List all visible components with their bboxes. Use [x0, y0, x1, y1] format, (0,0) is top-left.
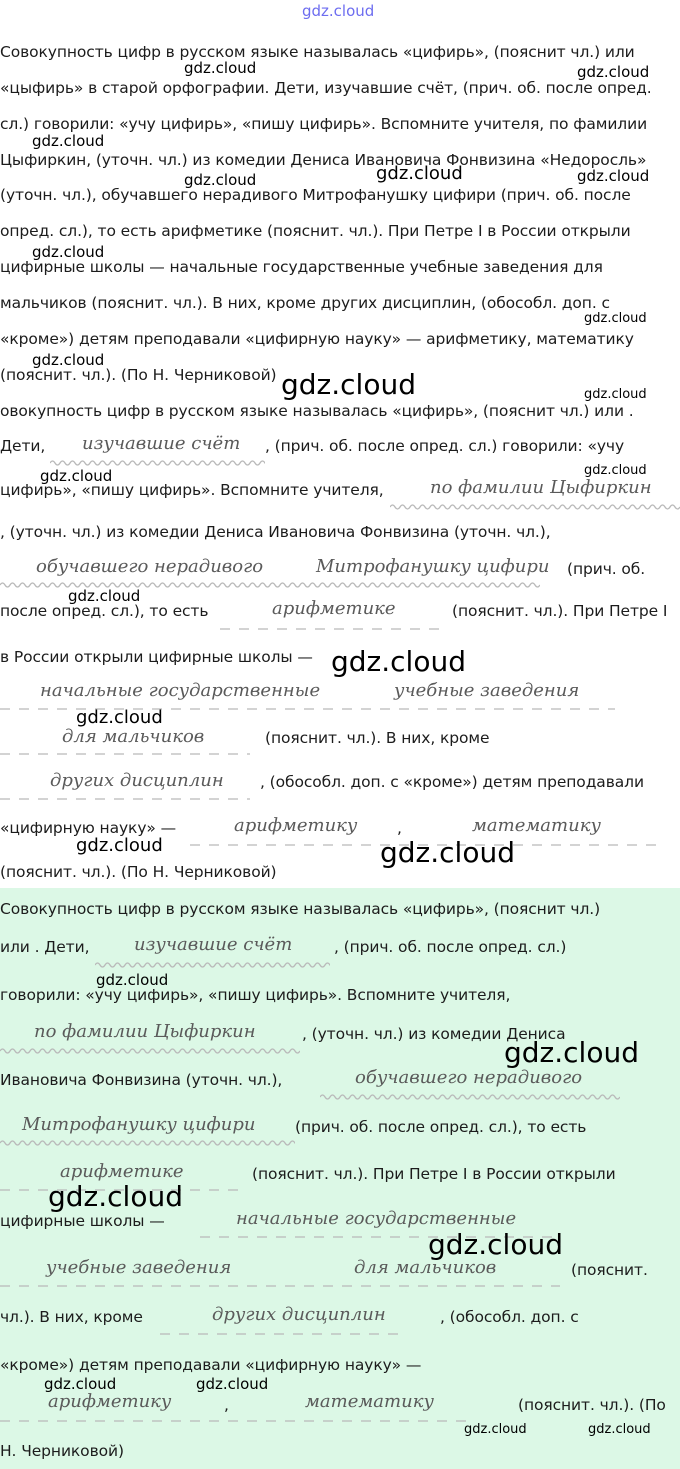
s1-line: (пояснит. чл.). (По Н. Черниковой) — [0, 366, 277, 384]
watermark: gdz.cloud — [40, 467, 113, 485]
s3-handwritten-answer: Митрофанушку цифири — [22, 1114, 256, 1135]
s3-text: (прич. об. после опред. сл.), то есть — [295, 1118, 587, 1136]
s2-text: (пояснит. чл.). В них, кроме — [265, 729, 490, 747]
s2-text: (пояснит. чл.). (По Н. Черниковой) — [0, 863, 277, 881]
watermark: gdz.cloud — [76, 835, 163, 856]
dashed-underline — [160, 1329, 400, 1339]
s2-text: , (уточн. чл.) из комедии Дениса Ивановича Фонвизина (уточн. чл.), — [0, 523, 551, 541]
watermark: gdz.cloud — [588, 1422, 651, 1437]
s3-handwritten-answer: математику — [305, 1391, 434, 1412]
s2-handwritten-answer: арифметику — [234, 815, 358, 836]
s2-text: (пояснит. чл.). При Петре I — [452, 602, 668, 620]
s3-text: (пояснит. — [571, 1261, 648, 1279]
s3-text: цифирные школы — — [0, 1212, 165, 1230]
s3-text: Совокупность цифр в русском языке называлась «цифирь», (пояснит чл.) — [0, 900, 601, 918]
s2-handwritten-answer: обучавшего нерадивого — [36, 556, 264, 577]
s2-text: (прич. об. — [567, 560, 646, 578]
watermark: gdz.cloud — [48, 1180, 183, 1213]
s3-handwritten-answer: арифметике — [60, 1161, 184, 1182]
dashed-underline — [0, 794, 250, 804]
s3-handwritten-answer: учебные заведения — [46, 1257, 232, 1278]
s3-text: , (обособл. доп. с — [440, 1308, 579, 1326]
watermark: gdz.cloud — [577, 63, 650, 81]
s2-text: , (обособл. доп. с «кроме») детям преподавали — [260, 773, 644, 791]
s1-line: Совокупность цифр в русском языке называлась «цифирь», (пояснит чл.) или — [0, 43, 635, 61]
s2-text: цифирь», «пишу цифирь». Вспомните учителя, — [0, 481, 384, 499]
s1-line: мальчиков (пояснит. чл.). В них, кроме других дисциплин, (обособл. доп. с — [0, 294, 610, 312]
watermark: gdz.cloud — [584, 387, 647, 402]
dashed-underline — [0, 1416, 475, 1426]
watermark: gdz.cloud — [428, 1228, 563, 1261]
s3-handwritten-answer: начальные государственные — [236, 1208, 517, 1229]
s2-handwritten-answer: арифметике — [272, 598, 396, 619]
s3-text: говорили: «учу цифирь», «пишу цифирь». Вспомните учителя, — [0, 986, 511, 1004]
s2-handwritten-answer: по фамилии Цыфиркин — [430, 477, 652, 498]
s1-line: сл.) говорили: «учу цифирь», «пишу цифирь». Вспомните учителя, по фамилии — [0, 115, 648, 133]
s3-text: , (прич. об. после опред. сл.) — [334, 938, 567, 956]
wavy-underline — [0, 1138, 295, 1148]
s1-line: цифирные школы — начальные государственные учебные заведения для — [0, 258, 603, 276]
s2-handwritten-answer: математику — [472, 815, 601, 836]
s2-text: в России открыли цифирные школы — — [0, 648, 313, 666]
s2-text: «цифирную науку» — — [0, 819, 177, 837]
s3-handwritten-answer: для мальчиков — [354, 1257, 497, 1278]
s3-handwritten-answer: изучавшие счёт — [134, 934, 293, 955]
watermark: gdz.cloud — [184, 59, 257, 77]
s2-text: , (прич. об. после опред. сл.) говорили: «учу — [265, 437, 625, 455]
s2-handwritten-answer: изучавшие счёт — [82, 433, 241, 454]
s2-text: после опред. сл.), то есть — [0, 602, 209, 620]
top-watermark: gdz.cloud — [302, 2, 375, 20]
watermark: gdz.cloud — [44, 1375, 117, 1393]
s1-line: «цыфирь» в старой орфографии. Дети, изучавшие счёт, (прич. об. после опред. — [0, 79, 652, 97]
watermark: gdz.cloud — [96, 971, 169, 989]
s2-text: овокупность цифр в русском языке называлась «цифирь», (пояснит чл.) или . — [0, 402, 634, 420]
watermark: gdz.cloud — [504, 1036, 639, 1069]
s1-line: опред. сл.), то есть арифметике (пояснит. чл.). При Петре I в России открыли — [0, 222, 631, 240]
s3-text: или . Дети, — [0, 938, 90, 956]
s2-text: Дети, — [0, 437, 46, 455]
s2-handwritten-answer: для мальчиков — [62, 726, 205, 747]
s2-handwritten-answer: начальные государственные — [40, 680, 321, 701]
s1-line: Цыфиркин, (уточн. чл.) из комедии Дениса Ивановича Фонвизина «Недоросль» — [0, 151, 647, 169]
dashed-underline — [0, 749, 250, 759]
watermark: gdz.cloud — [68, 587, 141, 605]
s1-line: (уточн. чл.), обучавшего нерадивого Митрофанушку цифири (прич. об. после — [0, 186, 631, 204]
watermark: gdz.cloud — [380, 836, 515, 869]
s2-handwritten-answer: учебные заведения — [394, 680, 580, 701]
dashed-underline — [220, 624, 445, 634]
wavy-underline — [390, 502, 680, 512]
s3-text: Н. Черниковой) — [0, 1442, 124, 1460]
watermark: gdz.cloud — [76, 707, 163, 728]
wavy-underline — [0, 1046, 300, 1056]
watermark: gdz.cloud — [464, 1422, 527, 1437]
watermark: gdz.cloud — [584, 463, 647, 478]
s3-handwritten-answer: арифметику — [48, 1391, 172, 1412]
watermark: gdz.cloud — [184, 171, 257, 189]
watermark: gdz.cloud — [32, 351, 105, 369]
dashed-underline — [0, 1281, 560, 1291]
watermark: gdz.cloud — [376, 163, 463, 184]
s3-text: (пояснит. чл.). При Петре I в России открыли — [252, 1165, 616, 1183]
s2-handwritten-answer: Митрофанушку цифири — [316, 556, 550, 577]
s3-handwritten-answer: по фамилии Цыфиркин — [34, 1021, 256, 1042]
wavy-underline — [95, 960, 330, 970]
s3-text: , — [224, 1396, 229, 1414]
s3-handwritten-answer: обучавшего нерадивого — [355, 1067, 583, 1088]
s2-text: , — [397, 819, 402, 837]
s3-text: Ивановича Фонвизина (уточн. чл.), — [0, 1071, 283, 1089]
watermark: gdz.cloud — [577, 167, 650, 185]
watermark: gdz.cloud — [331, 645, 466, 678]
s3-handwritten-answer: других дисциплин — [212, 1304, 386, 1325]
s2-handwritten-answer: других дисциплин — [50, 770, 224, 791]
wavy-underline — [320, 1092, 620, 1102]
watermark: gdz.cloud — [196, 1375, 269, 1393]
s3-text: чл.). В них, кроме — [0, 1308, 143, 1326]
s3-text: (пояснит. чл.). (По — [518, 1396, 666, 1414]
watermark: gdz.cloud — [584, 311, 647, 326]
s3-text: , (уточн. чл.) из комедии Дениса — [302, 1025, 566, 1043]
s1-line: «кроме») детям преподавали «цифирную науку» — арифметику, математику — [0, 330, 634, 348]
watermark: gdz.cloud — [32, 132, 105, 150]
s3-text: «кроме») детям преподавали «цифирную науку» — — [0, 1356, 422, 1374]
watermark: gdz.cloud — [32, 243, 105, 261]
watermark: gdz.cloud — [281, 368, 416, 401]
